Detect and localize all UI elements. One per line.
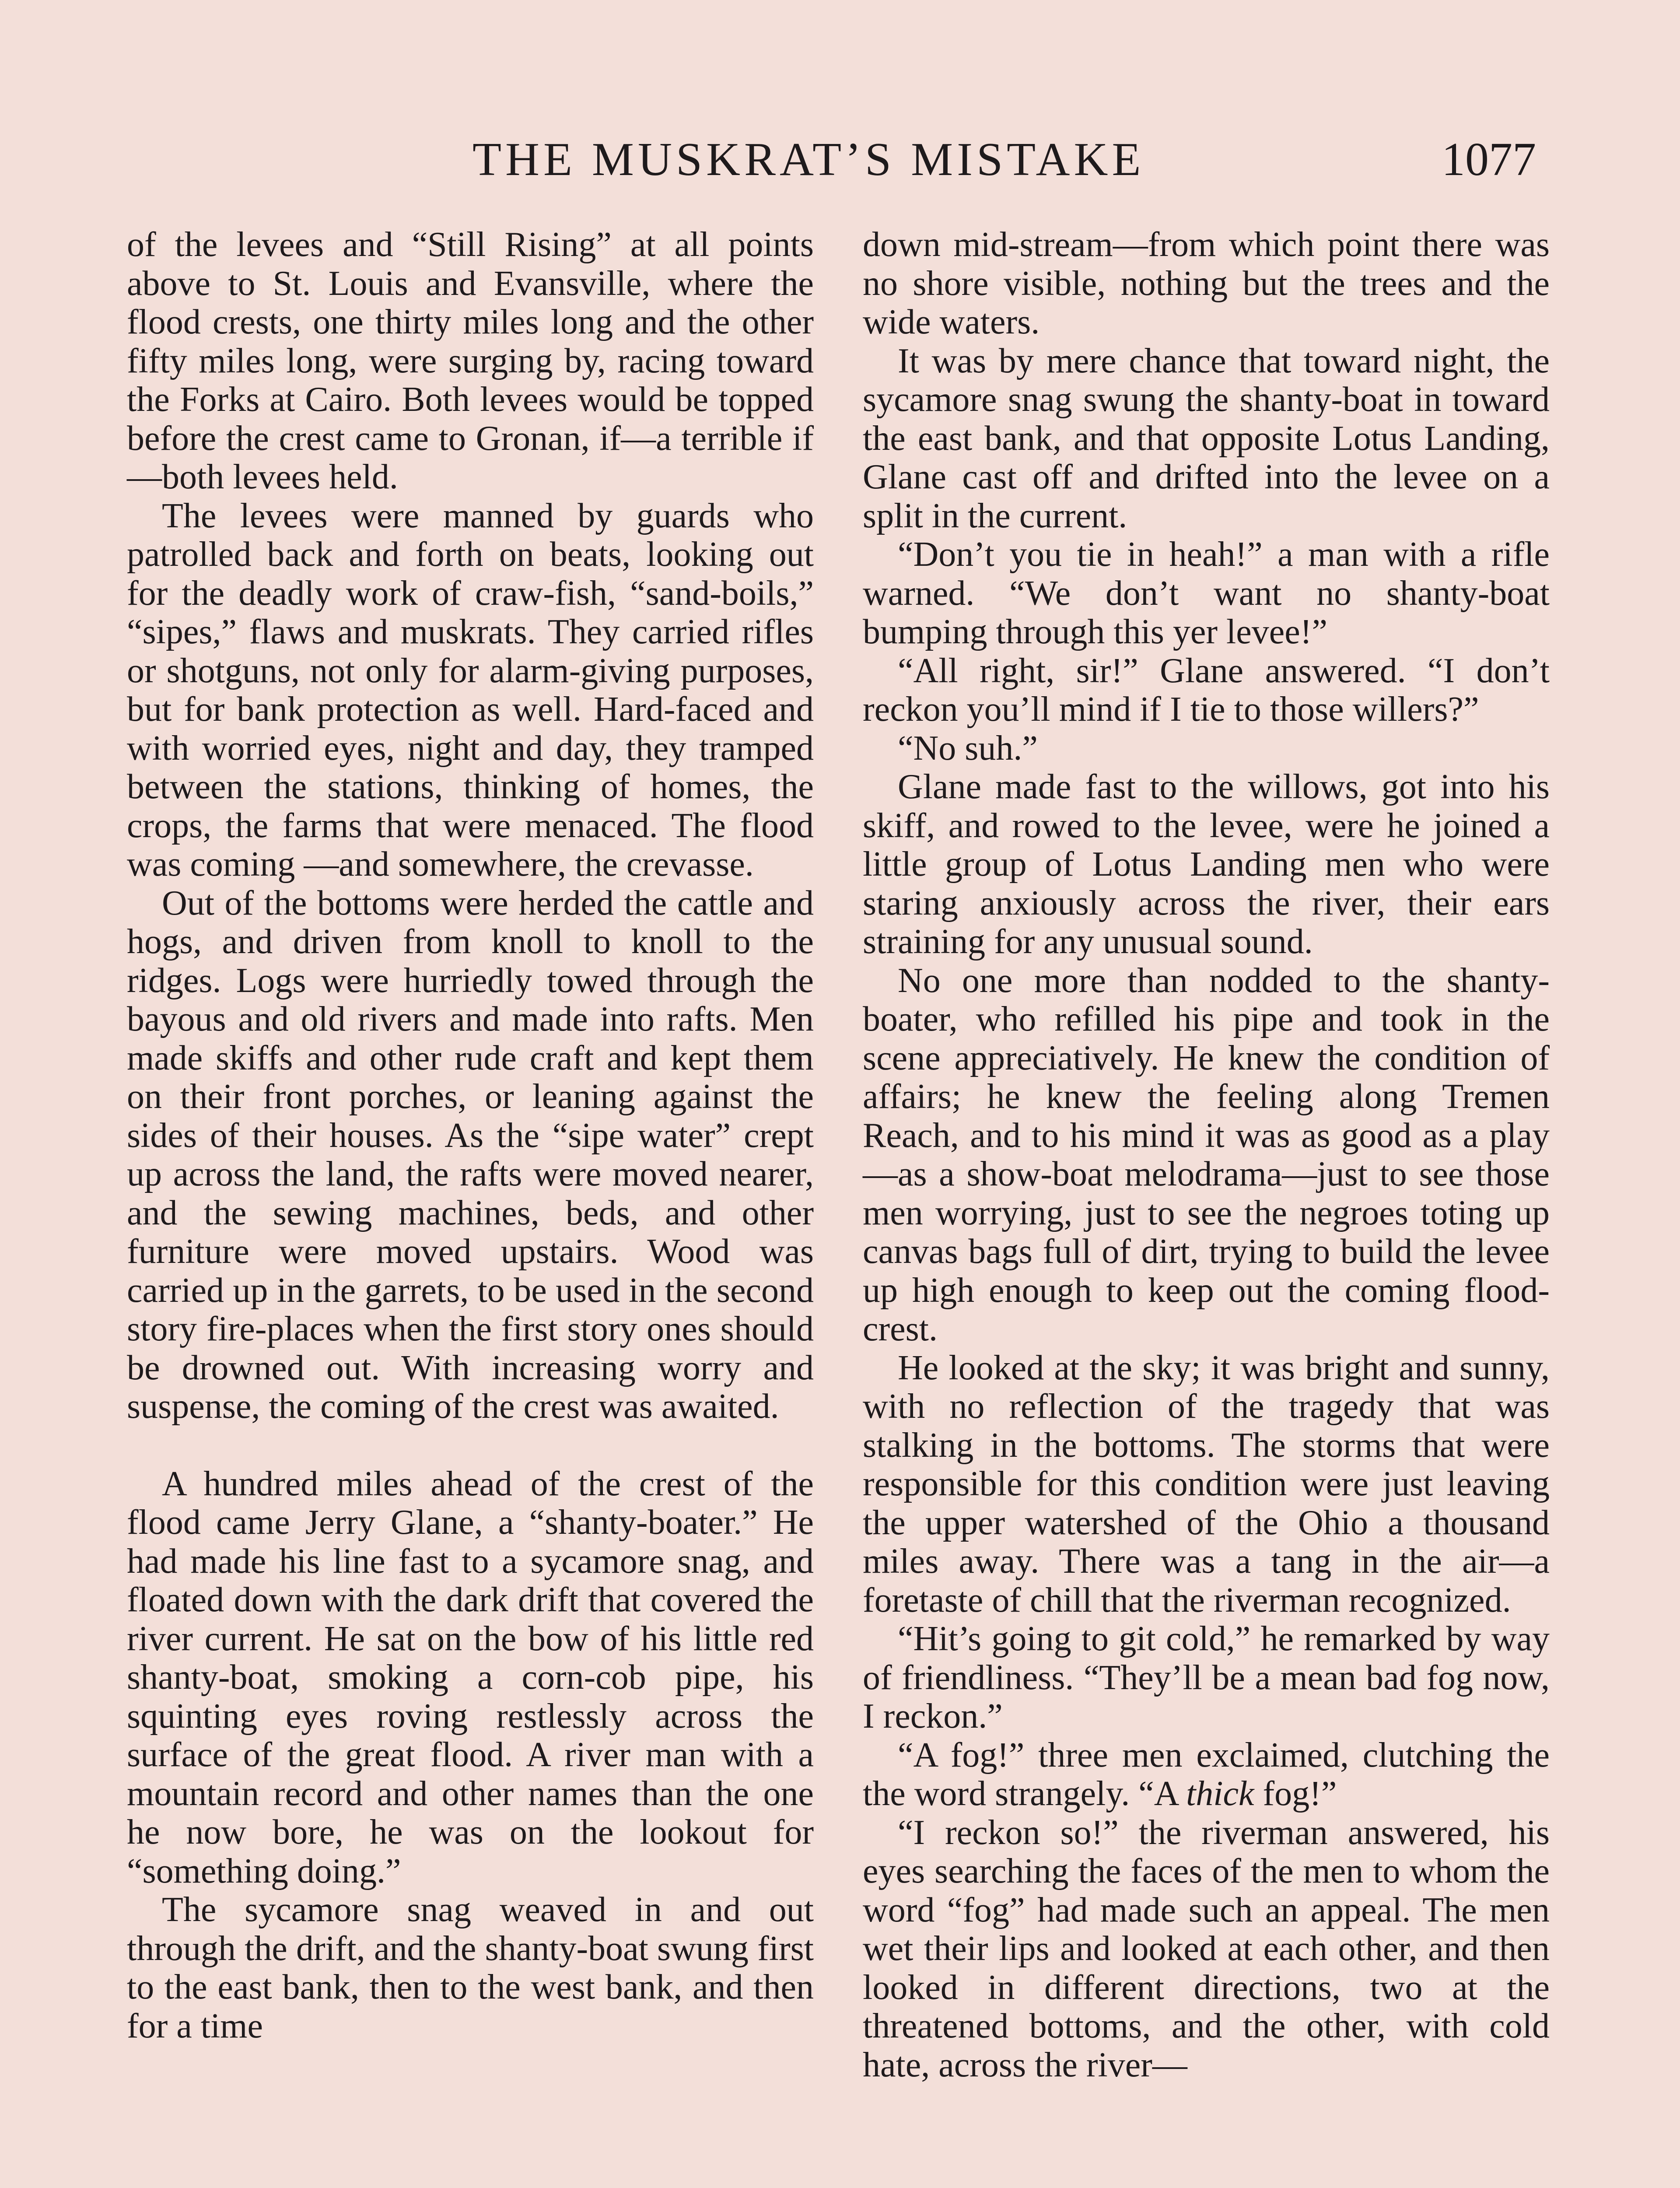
paragraph: Out of the bottoms were herded the cattle and hogs, and driven from knoll to knoll to the ridges. Logs were hurriedly towed through the bayous and old rivers and made into rafts. Men made skiffs and other rude craft and kept them on their front porches, or leaning against the sides of their houses. As the “sipe water” crept up across the land, the rafts were moved nearer, and the sewing machines, beds, and other furniture were moved upstairs. Wood was carried up in the garrets, to be used in the second story fire-places when the first story ones should be drowned out. With increasing worry and suspense, the coming of the crest was awaited. bbox=[127, 884, 814, 1426]
paragraph: “Don’t you tie in heah!” a man with a rifle warned. “We don’t want no shanty-boat bumping through this yer levee!” bbox=[863, 535, 1550, 651]
paragraph: He looked at the sky; it was bright and sunny, with no reflection of the tragedy that was stalking in the bottoms. The storms that were responsible for this condition were just leaving the upper watershed of the Ohio a thousand miles away. There was a tang in the air—a foretaste of chill that the riverman recognized. bbox=[863, 1348, 1550, 1620]
paragraph: of the levees and “Still Rising” at all points above to St. Louis and Evansville, where the flood crests, one thirty miles long and the other fifty miles long, were surging by, racing toward the Forks at Cairo. Both levees would be topped before the crest came to Gronan, if—a terrible if—both levees held. bbox=[127, 225, 814, 496]
running-title: THE MUSKRAT’S MISTAKE bbox=[472, 133, 1145, 186]
left-column bbox=[127, 225, 814, 2045]
paragraph: “No suh.” bbox=[898, 729, 1038, 768]
paragraph: “I reckon so!” the riverman answered, his eyes searching the faces of the men to whom the word “fog” had made such an appeal. The men wet their lips and looked at each other, and then looked in different directions, two at the threatened bottoms, and the other, with cold hate, across the river— bbox=[863, 1813, 1550, 2084]
paragraph bbox=[863, 1736, 1550, 1813]
paragraph: No one more than nodded to the shanty-boater, who refilled his pipe and took in the scene appreciatively. He knew the condition of affairs; he knew the feeling along Tremen Reach, and to his mind it was as good as a play—as a show-boat melodrama—just to see those men worrying, just to see the negroes toting up canvas bags full of dirt, trying to build the levee up high enough to keep out the coming flood-crest. bbox=[863, 961, 1550, 1348]
page-header bbox=[0, 127, 1680, 193]
paragraph: The levees were manned by guards who patrolled back and forth on beats, looking out for the deadly work of craw-fish, “sand-boils,” “sipes,” flaws and muskrats. They carried rifles or shotguns, not only for alarm-giving purposes, but for bank protection as well. Hard-faced and with worried eyes, night and day, they tramped between the stations, thinking of homes, the crops, the farms that were menaced. The flood was coming —and somewhere, the crevasse. bbox=[127, 496, 814, 884]
paragraph-text: fog!” bbox=[1263, 1774, 1337, 1813]
paragraph: The sycamore snag weaved in and out through the drift, and the shanty-boat swung first to the east bank, then to the west bank, and then for a time bbox=[127, 1890, 814, 2045]
right-column bbox=[863, 225, 1550, 2084]
paragraph: Glane made fast to the willows, got into his skiff, and rowed to the levee, were he joined a little group of Lotus Landing men who were staring anxiously across the river, their ears straining for any unusual sound. bbox=[863, 768, 1550, 961]
paragraph: A hundred miles ahead of the crest of the flood came Jerry Glane, a “shanty-boater.” He had made his line fast to a sycamore snag, and floated down with the dark drift that covered the river current. He sat on the bow of his little red shanty-boat, smoking a corn-cob pipe, his squinting eyes roving restlessly across the surface of the great flood. A river man with a mountain record and other names than the one he now bore, he was on the lookout for “something doing.” bbox=[127, 1464, 814, 1890]
paragraph: “All right, sir!” Glane answered. “I don’t reckon you’ll mind if I tie to those willers?” bbox=[863, 651, 1550, 729]
paragraph: It was by mere chance that toward night, the sycamore snag swung the shanty-boat in toward the east bank, and that opposite Lotus Landing, Glane cast off and drifted into the levee on a split in the current. bbox=[863, 341, 1550, 535]
paragraph: down mid-stream—from which point there was no shore visible, nothing but the trees and the wide waters. bbox=[863, 225, 1550, 341]
page-number: 1077 bbox=[1442, 133, 1536, 186]
paragraph: “Hit’s going to git cold,” he remarked by way of friendliness. “They’ll be a mean bad fog now, I reckon.” bbox=[863, 1620, 1550, 1736]
italic-word: thick bbox=[1186, 1774, 1254, 1813]
paragraph-text: “A fog!” three men exclaimed, clutching the the word strangely. “A bbox=[863, 1736, 1550, 1813]
